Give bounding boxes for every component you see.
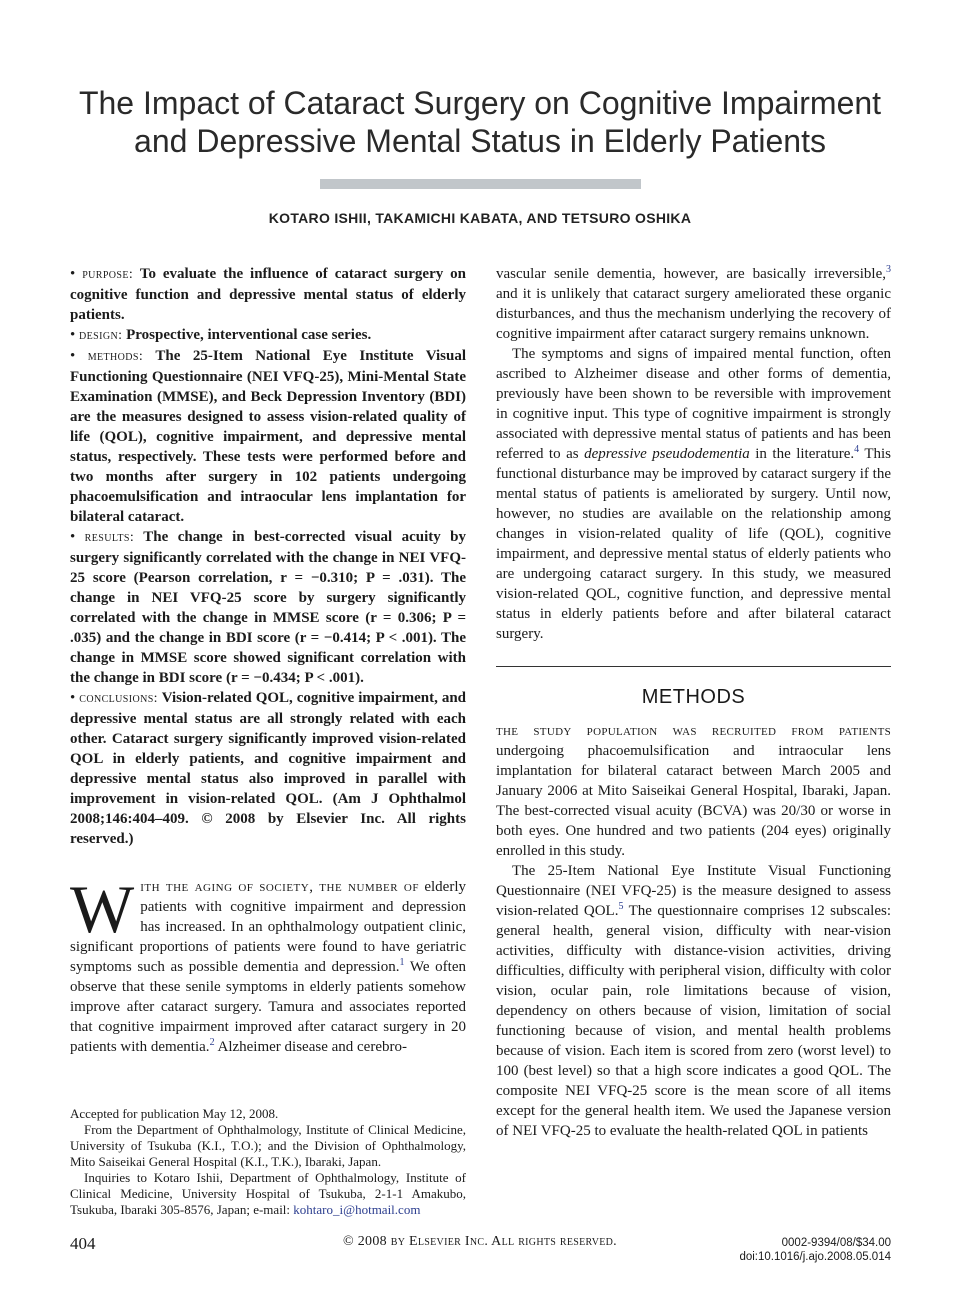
doi[interactable]: doi:10.1016/j.ajo.2008.05.014 (739, 1251, 891, 1263)
body-text: vascular senile dementia, however, are basically irreversible, (496, 266, 886, 282)
methods-heading: METHODS (641, 686, 746, 708)
intro-text: elderly patients with cognitive impairment and depression has increased. In an ophthalmology outpatient clinic, significant proportions of patients were found to have geriatric symptoms such as possible dementia and depression. (70, 879, 466, 975)
body-text: The 25-Item National Eye Institute Visual Functioning Questionnaire (NEI VFQ-25) is the measure designed to assess vision-related QOL. (496, 863, 891, 919)
publication-ids (739, 1236, 891, 1264)
title-line-1: The Impact of Cataract Surgery on Cognitive Impairment (78, 85, 882, 121)
body-paragraph (496, 721, 891, 861)
title-divider-bar (320, 179, 641, 189)
purpose-text: To evaluate the influence of cataract surgery on cognitive function and depressive mental status of elderly patients. (70, 266, 466, 323)
bullet-icon: • (70, 327, 76, 343)
results-text: The change in best-corrected visual acuity by surgery significantly correlated with the change in NEI VFQ-25 score (Pearson correlation, r = −0.310; P = .031). The change in NEI VFQ-25 score by surgery significantly correlated with the change in MMSE score (r = 0.306; P = .035) and the change in BDI score (r = −0.414; P < .001). The change in MMSE score showed significant correlation with the change in BDI score (r = −0.434; P < .001). (70, 529, 467, 686)
article-title (60, 84, 900, 160)
affiliation-note: From the Department of Ophthalmology, Institute of Clinical Medicine, University of Tsukuba (K.I., T.O.); and the Division of Ophthalmology, Mito Saiseikai General Hospital (K.I., T.K.), Ibaraki, Japan. (70, 1122, 466, 1169)
body-text: The questionnaire comprises 12 subscales: general health, general vision, difficulty with near-vision activities, difficulty with distance-vision activities, driving difficulties, difficulty with peripheral vision, difficulty with color vision, ocular pain, role limitations because of vision, dependency on others because of vision, limitation of social functioning because of vision, and mental health problems because of vision. Each item is scored from zero (worst level) to 100 (best level) so that a high score indicates a good QOL. The composite NEI VFQ-25 score is the mean score of all items except for the general health item. We used the Japanese version of NEI VFQ-25 to evaluate the health-related QOL in patients (496, 903, 891, 1139)
bullet-icon: • (70, 266, 76, 282)
body-text: The symptoms and signs of impaired mental function, often ascribed to Alzheimer disease and other forms of dementia, previously have been shown to be reversible with improvement in cognitive input. This type of cognitive impairment is strongly associated with depressive mental status of patients and has been referred to as (496, 346, 891, 462)
abstract-purpose (70, 264, 466, 325)
intro-caps-lead: ith the aging of society, the number of (140, 879, 419, 895)
conclusions-label: conclusions: (79, 691, 158, 706)
issn-price: 0002-9394/08/$34.00 (781, 1237, 891, 1249)
footnotes (70, 1106, 466, 1218)
reference-5[interactable]: 5 (618, 901, 624, 912)
body-paragraph (496, 861, 891, 1141)
conclusions-text: Vision-related QOL, cognitive impairment, and depressive mental status are all strongly related with each other. Cataract surgery significantly improved vision-related QOL in elderly patients, and cognitive impairment and depressive mental status also improved in parallel with improvement in vision-related QOL. (70, 690, 467, 807)
abstract-conclusions (70, 688, 466, 849)
introduction-paragraph (70, 871, 466, 1057)
reference-2[interactable]: 2 (209, 1037, 215, 1048)
design-text: Prospective, interventional case series. (126, 327, 372, 343)
right-column (496, 264, 891, 1141)
body-text: in the literature. (749, 446, 855, 462)
abstract-results (70, 527, 466, 688)
bullet-icon: • (70, 690, 76, 706)
correspondence-note (70, 1170, 466, 1218)
author-list: KOTARO ISHII, TAKAMICHI KABATA, AND TETSURO OSHIKA (268, 210, 692, 226)
reference-1[interactable]: 1 (399, 957, 405, 968)
drop-cap: W (70, 871, 135, 947)
body-paragraph (496, 344, 891, 644)
body-paragraph (496, 264, 891, 344)
bullet-icon: • (70, 529, 76, 545)
intro-text: We often observe that these senile symptoms in elderly patients somehow improve after cataract surgery. Tamura and associates reported that cognitive impairment improved after cataract surgery in 20 patients with dementia. (70, 959, 466, 1055)
title-line-2: and Depressive Mental Status in Elderly Patients (134, 123, 826, 159)
section-divider (496, 666, 891, 667)
design-label: design: (79, 328, 123, 343)
abstract (70, 264, 466, 849)
intro-text: Alzheimer disease and cerebro- (214, 1039, 407, 1055)
abstract-methods (70, 346, 466, 527)
copyright-line: © 2008 by Elsevier Inc. All rights reserved. (343, 1234, 617, 1249)
purpose-label: purpose: (82, 267, 134, 282)
accepted-note: Accepted for publication May 12, 2008. (70, 1106, 279, 1121)
run-in-heading: the study population was recruited from patients (496, 723, 891, 739)
methods-label: methods: (87, 349, 144, 364)
italic-term: depressive pseudodementia (584, 446, 750, 462)
correspondence-text: Inquiries to Kotaro Ishii, Department of Ophthalmology, Institute of Clinical Medicine, University Hospital of Tsukuba, 2-1-1 Amakubo, Tsukuba, Ibaraki 305-8576, Japan; e-mail: (70, 1170, 466, 1217)
email-link[interactable]: kohtaro_i@hotmail.com (293, 1202, 421, 1217)
citation: (Am J Ophthalmol 2008;146:404–409. © 2008 by Elsevier Inc. All rights reserved.) (70, 791, 467, 847)
results-label: results: (84, 530, 135, 545)
body-text: undergoing phacoemulsification and intraocular lens implantation for bilateral cataract between March 2005 and January 2006 at Mito Saiseikai General Hospital, Ibaraki, Japan. The best-corrected visual acuity (BCVA) was 20/30 or worse in both eyes. One hundred and two patients (204 eyes) originally enrolled in this study. (496, 743, 891, 859)
page-number: 404 (70, 1234, 96, 1253)
body-text: and it is unlikely that cataract surgery ameliorated these organic disturbances, and thus the mechanism underlying the recovery of cognitive impairment after cataract surgery remains unknown. (496, 286, 891, 342)
left-column (70, 264, 466, 1057)
reference-3[interactable]: 3 (886, 264, 891, 275)
methods-text: The 25-Item National Eye Institute Visual Functioning Questionnaire (NEI VFQ-25), Mini-Mental State Examination (MMSE), and Beck Depression Inventory (BDI) are the measures designed to assess vision-related quality of life (QOL), cognitive impairment, and depressive mental status, respectively. These tests were performed before and two months after surgery in 102 patients undergoing phacoemulsification and intraocular lens implantation for bilateral cataract. (70, 348, 467, 525)
abstract-design (70, 325, 466, 346)
reference-4[interactable]: 4 (854, 444, 860, 455)
body-text: This functional disturbance may be improved by cataract surgery if the mental status of patients is ameliorated by surgery. Until now, however, no studies are available on the relationship among changes in vision-related quality of life (QOL), cognitive impairment, and depressive mental status of elderly patients who are undergoing cataract surgery. In this study, we measured vision-related QOL, cognitive function, and depressive mental status in elderly patients before and after bilateral cataract surgery. (496, 446, 891, 642)
bullet-icon: • (70, 348, 76, 364)
